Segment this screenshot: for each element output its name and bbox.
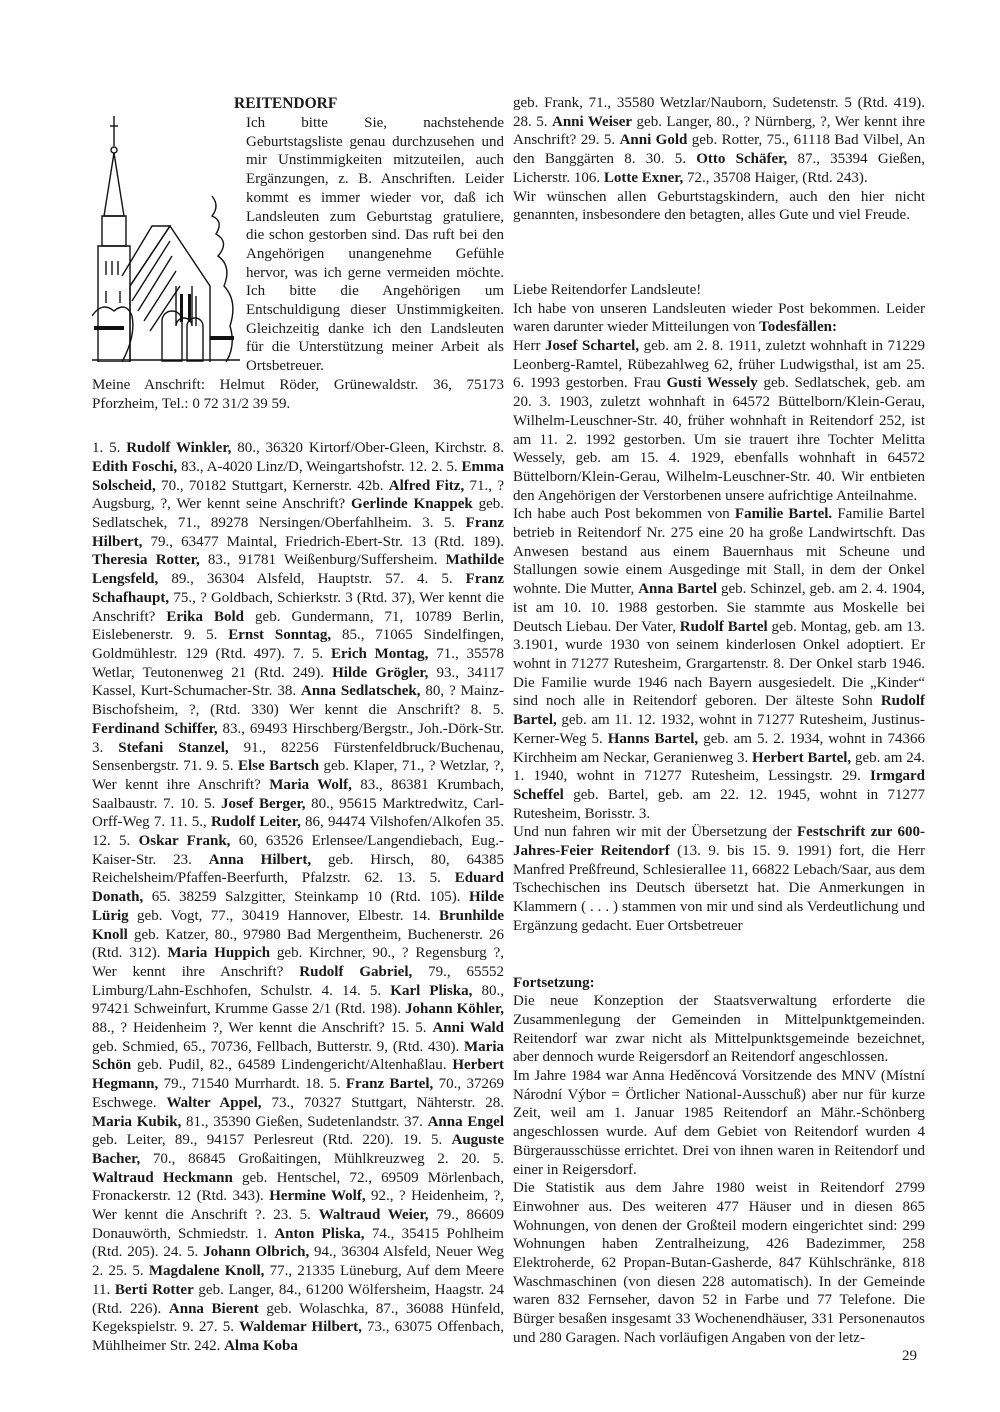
text-run: geb. Sedlatschek, 71., 89278 Nersingen/Oberfahlheim. 3. 5. <box>92 496 504 532</box>
text-run: 79., 71540 Murrhardt. 18. 5. <box>158 1076 346 1093</box>
text-run: 83., 86381 Krumbach, Saalbaustr. 7. 10. 5. <box>92 776 505 812</box>
bold-text-run: Maria Huppich <box>167 945 271 962</box>
text-run: 70., 86845 Großaitingen, Mühlkreuzweg 2. 20. 5. <box>140 1150 504 1167</box>
text-run: 74., 35415 Pohlheim (Rtd. 205). 24. 5. <box>92 1225 504 1261</box>
text-run: Liebe Reitendorfer Landsleute! <box>513 281 702 298</box>
bold-text-run: Lotte Exner, <box>603 169 684 186</box>
bold-text-run: Gusti Wessely <box>666 375 758 392</box>
bold-text-run: Anna Bierent <box>168 1300 259 1317</box>
bold-text-run: Familie Bartel. <box>734 506 833 523</box>
bold-text-run: Edith Foschi, <box>92 458 178 475</box>
text-run: geb. am 11. 12. 1932, wohnt in 71277 Rutesheim, Justinus-Kerner-Weg 5. <box>513 712 925 747</box>
text-run: geb. Frank, 71., 35580 Wetzlar/Nauborn, Sudetenstr. 5 (Rtd. 419). 28. 5. <box>513 95 925 130</box>
bold-text-run: Alfred Fitz, <box>388 477 465 494</box>
bold-text-run: Franz Hilbert, <box>92 515 504 550</box>
text-run: 73., 63075 Offenbach, Mühlheimer Str. 242. <box>92 1319 504 1354</box>
text-run: 70., 70182 Stuttgart, Kernerstr. 42b. <box>155 477 389 494</box>
birthday-list-continued <box>513 94 925 188</box>
left-column <box>92 94 504 1356</box>
bold-text-run: Hermine Wolf, <box>269 1188 366 1205</box>
bold-text-run: Hilde Lürig <box>92 889 504 924</box>
text-run: 92., ? Heidenheim, ?, Wer kennt die Anschrift ?. 23. 5. <box>92 1188 505 1224</box>
text-run: 79., 63477 Maintal, Friedrich-Ebert-Str. 13 (Rtd. 189). <box>142 533 504 550</box>
bold-text-run: Ferdinand Schiffer, <box>92 720 218 737</box>
bold-text-run: Theresia Rotter, <box>92 552 200 569</box>
text-run: geb. Kirchner, 90., ? Regensburg ?, Wer kennt ihre Anschrift? <box>92 945 504 980</box>
text-run: 85., 71065 Sindelfingen, Goldmühlestr. 129 (Rtd. 497). 7. 5. <box>92 627 505 662</box>
text-run: 73., 70327 Stuttgart, Nähterstr. 28. <box>261 1094 504 1111</box>
text-run: geb. Sedlatschek, geb. am 20. 3. 1903, zuletzt wohnhaft in 64572 Büttelborn/Klein-Gerau, Wilhelm-Leuschner-Str. 40, früher wohnhaft in Reitendorf 252, ist am 11. 2. 1992 gestorben. Um sie trauert ihre Tochter Melitta Wessely, geb. am 15. 4. 1929, ebenfalls wohnhaft in 64572 Büttelborn/Klein-Gerau, Wilhelm-Leuschner-Str. 40. Wir entbieten den Angehörigen der Verstorbenen unsere aufrichtige Anteilnahme. <box>513 375 925 504</box>
bold-text-run: Maria Kubik, <box>92 1113 182 1130</box>
text-run: geb. am 24. 1. 1940, wohnt in 71277 Rutesheim, Lessingstr. 29. <box>513 749 926 785</box>
bold-text-run: Josef Schartel, <box>545 338 640 355</box>
bold-text-run: Erich Montag, <box>330 645 429 662</box>
text-run: 87., 35394 Gießen, Licherstr. 106. <box>513 151 925 186</box>
text-run: geb. Schinzel, geb. am 2. 4. 1904, ist am 10. 10. 1988 gestorben. Sie stammte aus Moskelle bei Deutsch Liebau. Der Vater, <box>513 581 926 635</box>
bold-text-run: Walter Appel, <box>166 1094 262 1111</box>
bold-text-run: Johann Olbrich, <box>203 1244 310 1261</box>
bold-text-run: Franz Schafhaupt, <box>92 571 504 606</box>
text-run: 83., A-4020 Linz/D, Weingartshofstr. 12. 2. 5. <box>177 458 462 475</box>
text-run: geb. Gundermann, 71, 10789 Berlin, Eislebenerstr. 9. 5. <box>92 608 505 644</box>
letter-intro <box>513 300 925 337</box>
text-run: 71., ? Augsburg, ?, Wer kennt seine Anschrift? <box>92 477 504 513</box>
bold-text-run: Ernst Sonntag, <box>228 627 332 644</box>
bold-text-run: Alma Koba <box>224 1338 298 1354</box>
festschrift-intro <box>513 823 925 935</box>
text-run: Familie Bartel betrieb in Reitendorf Nr. 275 eine 20 ha große Landwirtschft. Das Anwesen bestand aus einem Bauernhaus mit Scheune und Stallungen sowie einem Ausgedinge mit Stall, in dem der Onkel wohnte. Die Mutter, <box>513 506 926 598</box>
continuation-heading <box>513 974 925 993</box>
bold-text-run: Herbert Bartel, <box>752 749 852 766</box>
administration-paragraph <box>513 992 925 1067</box>
bold-text-run: Stefani Stanzel, <box>118 739 229 756</box>
bold-text-run: Irmgard Scheffel <box>513 768 925 803</box>
text-run: Im Jahre 1984 war Anna Heděncová Vorsitzende des MNV (Místní Národní Výbor = Örtlicher National-Ausschuß) aber nur für kurze Zeit, weil am 1. Januar 1985 Reitendorf an Mähr.-Schönberg angeschlossen wurde. Auf dem Gebiet von Reitendorf wurden 4 Bürgerausschüsse errichtet. Drei von ihnen waren in Reitendorf und einer in Reigersdorf. <box>513 1068 925 1178</box>
bold-text-run: Brunhilde Knoll <box>92 907 504 943</box>
bold-text-run: Anni Gold <box>619 132 688 149</box>
bold-text-run: Rudolf Winkler, <box>126 440 232 457</box>
text-run: Und nun fahren wir mit der Übersetzung der <box>513 824 797 841</box>
text-run: 77., 21335 Lüneburg, Auf dem Meere 11. <box>92 1263 504 1298</box>
birthday-list <box>92 439 504 1355</box>
bold-text-run: Fortsetzung: <box>513 974 595 991</box>
bold-text-run: Erika Bold <box>166 608 245 625</box>
text-run: 60, 63526 Erlensee/Langendiebach, Eug.-Kaiser-Str. 23. <box>92 833 504 868</box>
text-run: 1. 5. <box>92 440 127 457</box>
text-run: 79., 86609 Donauwörth, Schmiedstr. 1. <box>92 1207 505 1242</box>
bold-text-run: Magdalene Knoll, <box>148 1263 265 1280</box>
bold-text-run: Maria Wolf, <box>269 776 352 793</box>
text-run: Herr <box>513 338 546 355</box>
text-run: geb. Vogt, 77., 30419 Hannover, Elbestr. 14. <box>128 907 439 924</box>
text-run: geb. Rotter, 75., 61118 Bad Vilbel, An den Banggärten 8. 30. 5. <box>513 132 925 168</box>
text-run: geb. Wolaschka, 87., 36088 Hünfeld, Kegekspielstr. 9. 27. 5. <box>92 1300 504 1336</box>
text-run: Meine Anschrift: Helmut Röder, Grünewaldstr. 36, 75173 Pforzheim, Tel.: 0 72 31/2 39 59. <box>92 376 504 412</box>
bold-text-run: Waldemar Hilbert, <box>239 1319 362 1336</box>
text-run: 81., 35390 Gießen, Sudetenlandstr. 37. <box>181 1113 428 1130</box>
text-run: geb. am 2. 8. 1911, zuletzt wohnhaft in 71229 Leonberg-Ramtel, Rübezahlweg 62, früher Ludwigsthal, ist am 25. 6. 1993 gestorben. Frau <box>513 338 926 392</box>
bold-text-run: Hanns Bartel, <box>607 730 699 747</box>
text-run: 75., ? Goldbach, Schierkstr. 3 (Rtd. 37), Wer kennt die Anschrift? <box>92 589 504 625</box>
text-run: 91., 82256 Fürstenfeldbruck/Buchenau, Sensenbergstr. 71. 9. 5. <box>92 739 504 775</box>
text-run: Ich bitte Sie, nachstehende Geburtstagsliste genau durchzusehen und mir Unstimmigkeiten mitzuteilen, auch Ergänzungen, z. B. Anschriften. Leider kommt es immer wieder vor, daß ich Landsleuten zum Geburtstag gratuliere, die schon gestorben sind. Das ruft bei den Angehörigen unangenehme Gefühle hervor, was ich gerne vermeiden möchte. Ich bitte die Angehörigen um Entschuldigung dieser Unstimmigkeiten. Gleichzeitig danke ich den Landsleuten für die Unterstützung meiner Arbeit als Ortsbetreuer. <box>246 115 504 375</box>
bold-text-run: Anni Wald <box>432 1020 504 1037</box>
text-run: geb. Langer, 80., ? Nürnberg, ?, Wer kennt ihre Anschrift? 29. 5. <box>513 113 925 149</box>
text-run: 65. 38259 Salzgitter, Steinkamp 10 (Rtd. 105). <box>143 889 469 906</box>
birthday-wishes <box>513 188 925 225</box>
bold-text-run: Berti Rotter <box>114 1281 194 1298</box>
bold-text-run: Hilde Grögler, <box>332 664 429 681</box>
text-run: 89., 36304 Alsfeld, Hauptstr. 57. 4. 5. <box>158 571 466 588</box>
bold-text-run: Rudolf Leiter, <box>210 814 301 831</box>
bold-text-run: Anna Bartel <box>638 581 718 598</box>
bold-text-run: Mathilde Lengsfeld, <box>92 552 504 588</box>
family-bartel <box>513 505 925 823</box>
text-run: Die neue Konzeption der Staatsverwaltung erforderte die Zusammenlegung der Gemeinden in Mittelpunktgemeinden. Reitendorf war zwar nicht als Mittelpunktsgemeinde bezeichnet, aber dennoch wurde Reigersdorf an Reitendorf angeschlossen. <box>513 993 925 1066</box>
text-run: (13. 9. bis 15. 9. 1991) fort, die Herr Manfred Preßfreund, Schlesierallee 11, 66822 Lebach/Saar, aus dem Tschechischen ins Deutsch übersetzt hat. Die Anmerkungen in Klammern ( . . . ) stammen von mir und sind als Verdeutlichung und Ergänzung gedacht. Euer Ortsbetreuer <box>513 843 925 934</box>
text-run: 79., 65552 Limburg/Lahn-Eschhofen, Schulstr. 4. 14. 5. <box>92 963 505 999</box>
bold-text-run: Eduard Donath, <box>92 870 504 906</box>
bold-text-run: Anna Sedlatschek, <box>300 683 421 700</box>
text-run: 80., 97421 Schweinfurt, Krumme Gasse 2/1 (Rtd. 198). <box>92 982 504 1018</box>
text-run: geb. Katzer, 80., 97980 Bad Mergentheim, Buchenerstr. 26 (Rtd. 312). <box>92 926 504 962</box>
text-run: geb. Pudil, 82., 64589 Lindengericht/Altenhaßlau. <box>131 1057 453 1074</box>
bold-text-run: Waltraud Heckmann <box>92 1169 233 1186</box>
text-run: 71., 35578 Wetlar, Teutonenweg 21 (Rtd. 249). <box>92 645 505 681</box>
text-run: geb. Bartel, geb. am 22. 12. 1945, wohnt in 71277 Rutesheim, Borisstr. 3. <box>513 786 925 822</box>
bold-text-run: Anna Hilbert, <box>208 851 312 868</box>
text-run: geb. am 5. 2. 1934, wohnt in 74366 Kirchheim am Neckar, Geranienweg 3. <box>513 730 925 766</box>
statistics-paragraph <box>513 1179 925 1347</box>
bold-text-run: Waltraud Weier, <box>318 1207 429 1224</box>
text-run: 93., 34117 Kassel, Kurt-Schumacher-Str. 38. <box>92 664 504 700</box>
text-run: 80., 95615 Marktredwitz, Carl-Orff-Weg 7. 11. 5., <box>92 795 504 831</box>
text-run: Ich habe von unseren Landsleuten wieder Post bekommen. Leider waren darunter wieder Mitteilungen von <box>513 300 925 336</box>
bold-text-run: Anton Pliska, <box>274 1225 365 1242</box>
bold-text-run: Emma Solscheid, <box>92 458 504 494</box>
bold-text-run: Josef Berger, <box>220 795 306 812</box>
bold-text-run: Otto Schäfer, <box>696 151 788 168</box>
greeting <box>513 281 925 300</box>
bold-text-run: Oskar Frank, <box>138 833 231 850</box>
section-heading: REITENDORF <box>234 95 338 112</box>
page-number: 29 <box>902 1348 917 1364</box>
bold-text-run: Gerlinde Knappek <box>351 496 473 513</box>
bold-text-run: Johann Köhler, <box>405 1001 504 1018</box>
bold-text-run: Else Bartsch <box>237 758 320 775</box>
text-run: geb. Hentschel, 72., 69509 Mörlenbach, Fronackerstr. 12 (Rtd. 343). <box>92 1169 504 1205</box>
text-run: 70., 37269 Eschwege. <box>92 1076 504 1111</box>
bold-text-run: Anna Engel <box>427 1113 504 1130</box>
text-run: Die Statistik aus dem Jahre 1980 weist in Reitendorf 2799 Einwohner aus. Des weiteren 477 Häuser und in diesen 865 Wohnungen, von denen der Großteil modern eingerichtet sind: 299 Wohnungen haben Zentralheizung, 426 Badezimmer, 258 Elektroherde, 62 Propan-Butan-Gasherde, 847 Kühlschränke, 818 Waschmaschinen (von diesen 228 automatisch). In der Gemeinde waren 832 Fernseher, davon 52 in Farbe und 77 Telefone. Die Bürger besaßen insgesamt 33 Wochenendhäuser, 331 Personenautos und 280 Garagen. Nach vorläufigen Angaben von der letz- <box>513 1180 925 1346</box>
contact-address <box>92 376 504 413</box>
bold-text-run: Rudolf Gabriel, <box>299 963 413 980</box>
obituaries <box>513 337 925 505</box>
text-run: 72., 35708 Haiger, (Rtd. 243). <box>683 169 868 186</box>
text-run: 80, ? Mainz-Bischofsheim, ?, (Rtd. 330) Wer kennt die Anschrift? 8. 5. <box>92 683 504 719</box>
text-run: 83., 91781 Weißenburg/Suffersheim. <box>199 552 446 569</box>
text-run: geb. Montag, geb. am 13. 3.1901, wurde 1930 von seinem kinderlosen Onkel adoptiert. Er wohnt in 71277 Rutesheim, Grargartenstr. 8. Der Onkel starb 1946. Die Familie wurde 1946 nach Bayern ausgesiedelt. Die „Kinder“ sind noch alle in Reitendorf geboren. Der älteste Sohn <box>513 618 925 710</box>
text-run: geb. Hirsch, 80, 64385 Reichelsheim/Pfaffen-Beerfurth, Pfalzstr. 62. 13. 5. <box>92 851 504 887</box>
bold-text-run: Todesfällen: <box>759 319 837 336</box>
bold-text-run: Festschrift zur 600-Jahres-Feier Reitendorf <box>513 824 925 860</box>
text-run: 83., 69493 Hirschberg/Bergstr., Joh.-Dörk-Str. 3. <box>92 720 504 756</box>
mnv-paragraph <box>513 1067 925 1179</box>
text-run: Ich habe auch Post bekommen von <box>513 506 735 523</box>
bold-text-run: Franz Bartel, <box>345 1076 434 1093</box>
bold-text-run: Anni Weiser <box>551 113 633 130</box>
bold-text-run: Rudolf Bartel, <box>513 693 925 729</box>
text-run: geb. Leiter, 89., 94157 Perlesreut (Rtd. 220). 19. 5. <box>92 1132 452 1149</box>
text-run: Wir wünschen allen Geburtstagskindern, auch den hier nicht genannten, insbesondere den betagten, alles Gute und viel Freude. <box>513 188 925 224</box>
text-run: geb. Klaper, 71., ? Wetzlar, ?, Wer kennt ihre Anschrift? <box>92 758 504 793</box>
right-column <box>513 94 925 1348</box>
text-run: 94., 36304 Alsfeld, Neuer Weg 2. 25. 5. <box>92 1244 505 1280</box>
bold-text-run: Herbert Hegmann, <box>92 1057 504 1093</box>
text-run: 80., 36320 Kirtorf/Ober-Gleen, Kirchstr. 8. <box>231 440 504 457</box>
text-run: 86, 94474 Vilshofen/Alkofen 35. 12. 5. <box>92 814 504 850</box>
bold-text-run: Auguste Bacher, <box>92 1132 504 1167</box>
church-illustration <box>92 116 240 362</box>
text-run: geb. Langer, 84., 61200 Wölfersheim, Haagstr. 24 (Rtd. 226). <box>92 1281 505 1317</box>
text-run: geb. Schmied, 65., 70736, Fellbach, Butterstr. 9, (Rtd. 430). <box>92 1038 465 1055</box>
bold-text-run: Karl Pliska, <box>390 982 473 999</box>
text-run: 88., ? Heidenheim ?, Wer kennt die Anschrift? 15. 5. <box>92 1020 433 1037</box>
bold-text-run: Rudolf Bartel <box>679 618 768 635</box>
bold-text-run: Maria Schön <box>92 1038 504 1074</box>
